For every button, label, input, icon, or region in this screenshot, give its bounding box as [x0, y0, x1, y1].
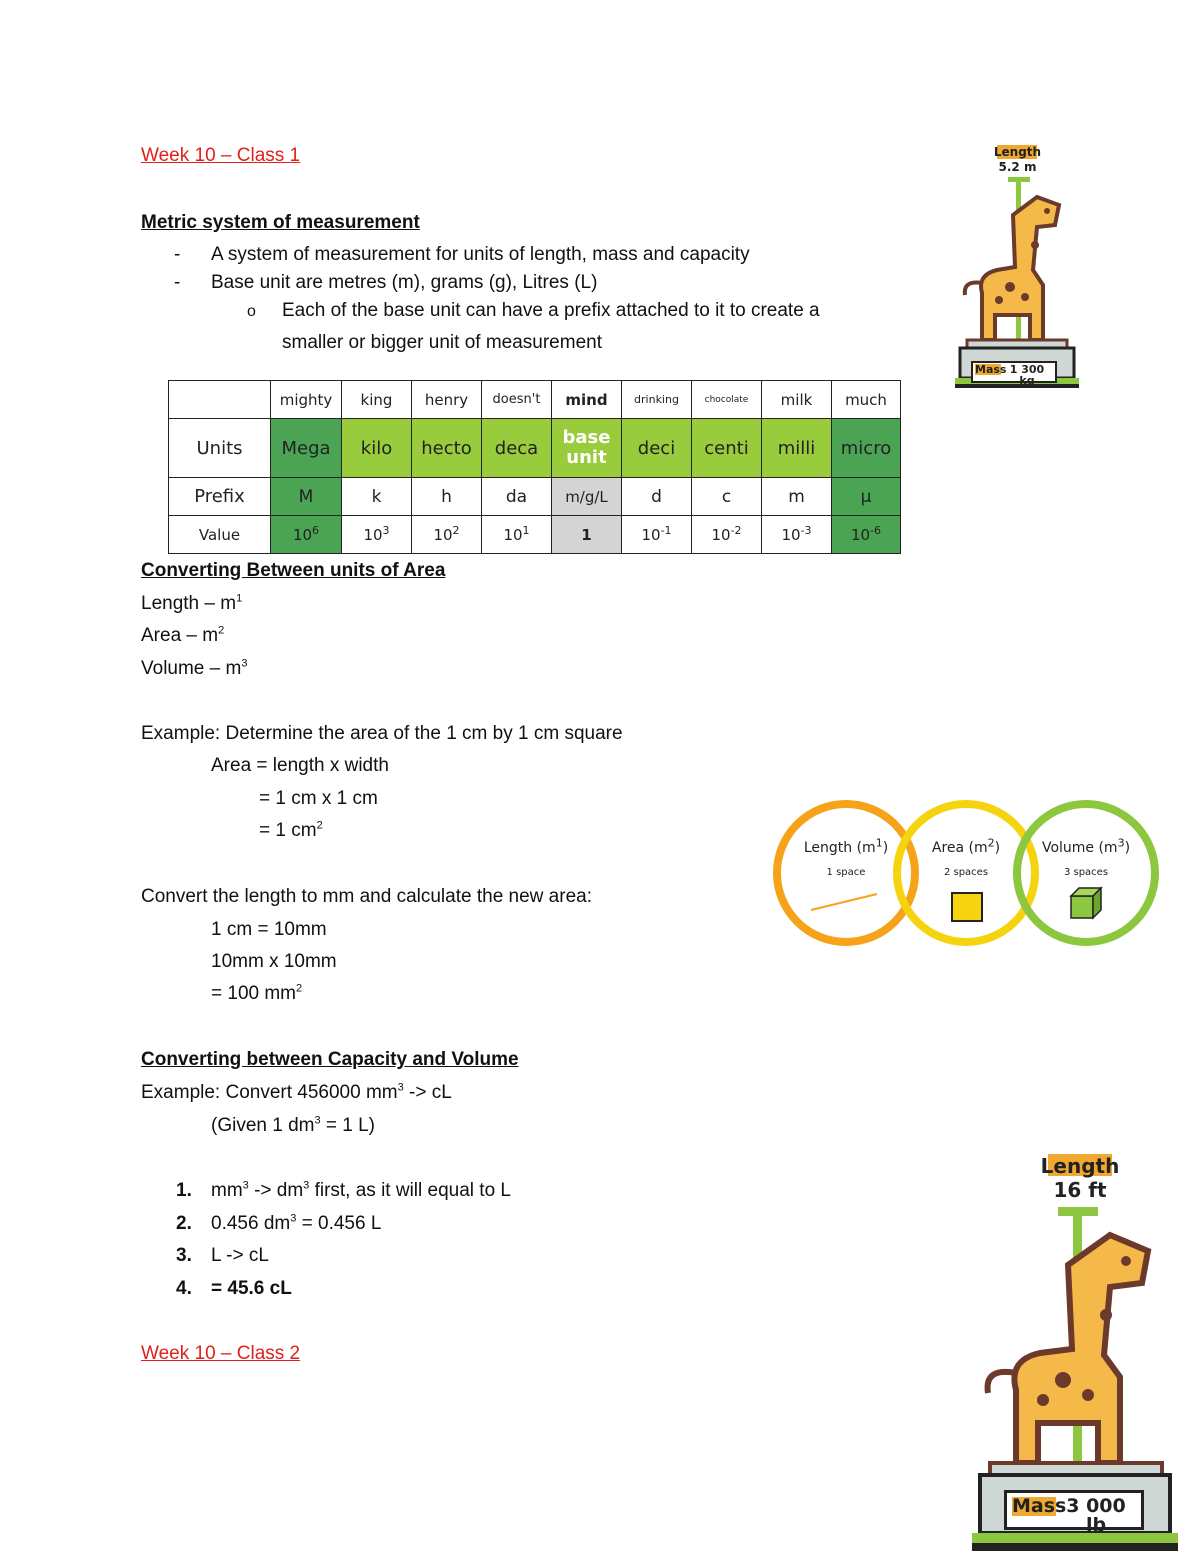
area-label: Area – m: [141, 625, 219, 646]
value-base: 10: [433, 525, 453, 544]
value-cell: [412, 516, 482, 554]
area-power: [141, 624, 224, 648]
convert-3: [211, 982, 302, 1006]
area-example: Example: Determine the area of the 1 cm by 1 cm square: [141, 723, 623, 744]
capacity-example-sup: 3: [397, 1081, 404, 1094]
area-step-2: = 1 cm x 1 cm: [259, 788, 378, 809]
step-b-sup: 3: [303, 1179, 310, 1192]
value-exponent: 2: [452, 523, 460, 537]
value-cell: [762, 516, 832, 554]
circle-title-sup: 2: [987, 836, 995, 850]
prefix-cell: d: [622, 478, 692, 516]
value-exponent: -6: [870, 523, 882, 537]
metric-bullet-2: Base unit are metres (m), grams (g), Litres (L): [211, 272, 598, 293]
prefix-cell: μ: [832, 478, 901, 516]
step-a: 0.456 dm: [211, 1213, 291, 1234]
metric-heading: Metric system of measurement: [141, 212, 420, 233]
convert-intro: Convert the length to mm and calculate the new area:: [141, 886, 592, 907]
capacity-given-post: = 1 L): [325, 1115, 376, 1136]
capacity-given: [211, 1114, 375, 1138]
value-base: 10: [292, 525, 313, 544]
cube-icon: [1069, 886, 1105, 920]
unit-cell-base: base unit: [552, 419, 622, 478]
volume-power: [141, 657, 247, 681]
bullet-dash: -: [174, 244, 181, 265]
convert-3-sup: 2: [296, 982, 303, 995]
circle-title-text: Length (m: [803, 840, 876, 856]
metric-sub-bullet-line2: smaller or bigger unit of measurement: [282, 332, 602, 353]
units-row: [169, 419, 901, 478]
value-cell: [832, 516, 901, 554]
row-label-prefix: Prefix: [169, 478, 271, 516]
value-base: 10: [711, 525, 731, 544]
row-label-units: Units: [169, 419, 271, 478]
unit-cell: centi: [692, 419, 762, 478]
capacity-step-2: [211, 1212, 381, 1236]
value-base: 10: [503, 525, 523, 544]
length-circle-title: [783, 836, 909, 856]
volume-circle-title: [1023, 836, 1149, 856]
giraffe-large-length-label: Length: [1040, 1154, 1120, 1178]
unit-cell: deci: [622, 419, 692, 478]
mnemonic-cell: drinking: [622, 381, 692, 419]
circle-title-sup: 1: [875, 836, 883, 850]
prefix-cell: da: [482, 478, 552, 516]
capacity-step-4: = 45.6 cL: [211, 1278, 292, 1299]
value-row: [169, 516, 901, 554]
giraffe-small-length-label: Length: [993, 145, 1042, 159]
capacity-example: [141, 1081, 452, 1105]
prefix-cell: m: [762, 478, 832, 516]
mnemonic-cell: milk: [762, 381, 832, 419]
step-a-sup: 3: [290, 1212, 297, 1225]
volume-circle-spaces: 3 spaces: [1063, 867, 1109, 878]
value-base: 1: [581, 525, 592, 544]
value-cell: [342, 516, 412, 554]
area-heading: Converting Between units of Area: [141, 560, 446, 581]
value-exponent: 1: [522, 523, 530, 537]
circle-title-close: ): [994, 840, 1001, 856]
circle-title-sup: 3: [1117, 836, 1125, 850]
step-number: 1.: [176, 1180, 192, 1201]
circle-title-text: Area (m: [931, 840, 988, 856]
mnemonic-cell: much: [832, 381, 901, 419]
prefix-cell: M: [271, 478, 342, 516]
prefix-cell: k: [342, 478, 412, 516]
capacity-given-pre: (Given 1 dm: [211, 1115, 315, 1136]
length-sup: 1: [236, 592, 243, 605]
convert-1: 1 cm = 10mm: [211, 919, 327, 940]
bullet-dash: -: [174, 272, 181, 293]
capacity-step-1: [211, 1179, 511, 1203]
value-exponent: -3: [800, 523, 812, 537]
length-label: Length – m: [141, 593, 237, 614]
mnemonic-cell: doesn't: [482, 381, 552, 419]
step-number: 2.: [176, 1213, 192, 1234]
unit-cell: deca: [482, 419, 552, 478]
metric-sub-bullet-line1: Each of the base unit can have a prefix attached to it to create a: [282, 300, 820, 321]
square-icon: [951, 892, 983, 922]
mnemonic-cell: king: [342, 381, 412, 419]
circle-title-close: ): [882, 840, 889, 856]
value-exponent: 6: [312, 523, 320, 537]
step-number: 3.: [176, 1245, 192, 1266]
unit-cell: kilo: [342, 419, 412, 478]
giraffe-large-mass-label: Mass: [1012, 1495, 1067, 1517]
capacity-heading: Converting between Capacity and Volume: [141, 1049, 519, 1070]
value-cell: [552, 516, 622, 554]
giraffe-large-length-value: 16 ft: [1053, 1178, 1107, 1202]
value-cell: [622, 516, 692, 554]
mnemonic-cell: mind: [552, 381, 622, 419]
capacity-example-post: -> cL: [409, 1082, 452, 1103]
capacity-example-pre: Example: Convert 456000 mm: [141, 1082, 398, 1103]
giraffe-large-mass-value: 3 000 lb: [1066, 1495, 1126, 1536]
giraffe-small-mass-label: Mass: [975, 363, 1007, 376]
value-base: 10: [363, 525, 383, 544]
value-exponent: -1: [660, 523, 672, 537]
length-line-icon: [805, 890, 885, 914]
unit-cell: hecto: [412, 419, 482, 478]
giraffe-small-mass-value: 1 300 kg: [1009, 363, 1045, 387]
length-power: [141, 592, 242, 616]
area-step-3-text: = 1 cm: [259, 820, 317, 841]
prefix-cell: h: [412, 478, 482, 516]
mnemonic-row: [169, 381, 901, 419]
area-sup: 2: [218, 624, 225, 637]
week2-heading: Week 10 – Class 2: [141, 1343, 301, 1364]
capacity-given-sup: 3: [314, 1114, 321, 1127]
unit-cell: Mega: [271, 419, 342, 478]
value-cell: [692, 516, 762, 554]
area-circle-spaces: 2 spaces: [943, 867, 989, 878]
mnemonic-cell: henry: [412, 381, 482, 419]
value-exponent: -2: [730, 523, 742, 537]
unit-cell: milli: [762, 419, 832, 478]
step-number: 4.: [176, 1278, 192, 1299]
length-circle-spaces: 1 space: [826, 867, 866, 878]
step-c: first, as it will equal to L: [314, 1180, 511, 1201]
prefix-cell: c: [692, 478, 762, 516]
capacity-step-3: L -> cL: [211, 1245, 269, 1266]
step-a-sup: 3: [242, 1179, 249, 1192]
area-step-3-sup: 2: [316, 819, 323, 832]
step-b: = 0.456 L: [301, 1213, 382, 1234]
mnemonic-cell: chocolate: [692, 381, 762, 419]
value-base: 10: [781, 525, 801, 544]
convert-3-text: = 100 mm: [211, 983, 297, 1004]
area-step-3: [259, 819, 323, 843]
step-a: mm: [211, 1180, 243, 1201]
step-b: -> dm: [254, 1180, 304, 1201]
circle-title-close: ): [1124, 840, 1131, 856]
circle-bullet-icon: o: [247, 303, 256, 320]
volume-sup: 3: [241, 657, 248, 670]
convert-2: 10mm x 10mm: [211, 951, 337, 972]
prefix-cell: m/g/L: [552, 478, 622, 516]
unit-cell: micro: [832, 419, 901, 478]
volume-label: Volume – m: [141, 658, 242, 679]
row-label-value: Value: [169, 516, 271, 554]
value-cell: [271, 516, 342, 554]
area-step-1: Area = length x width: [211, 755, 389, 776]
value-base: 10: [641, 525, 661, 544]
value-base: 10: [850, 525, 871, 544]
area-circle-title: [903, 836, 1029, 856]
prefix-row: [169, 478, 901, 516]
metric-bullet-1: A system of measurement for units of length, mass and capacity: [211, 244, 750, 265]
circle-title-text: Volume (m: [1041, 840, 1118, 856]
prefix-table: [168, 380, 901, 554]
value-exponent: 3: [382, 523, 390, 537]
week1-heading: Week 10 – Class 1: [141, 145, 301, 166]
giraffe-small-length-value: 5.2 m: [998, 160, 1037, 174]
table-corner-cell: [169, 381, 271, 419]
value-cell: [482, 516, 552, 554]
mnemonic-cell: mighty: [271, 381, 342, 419]
